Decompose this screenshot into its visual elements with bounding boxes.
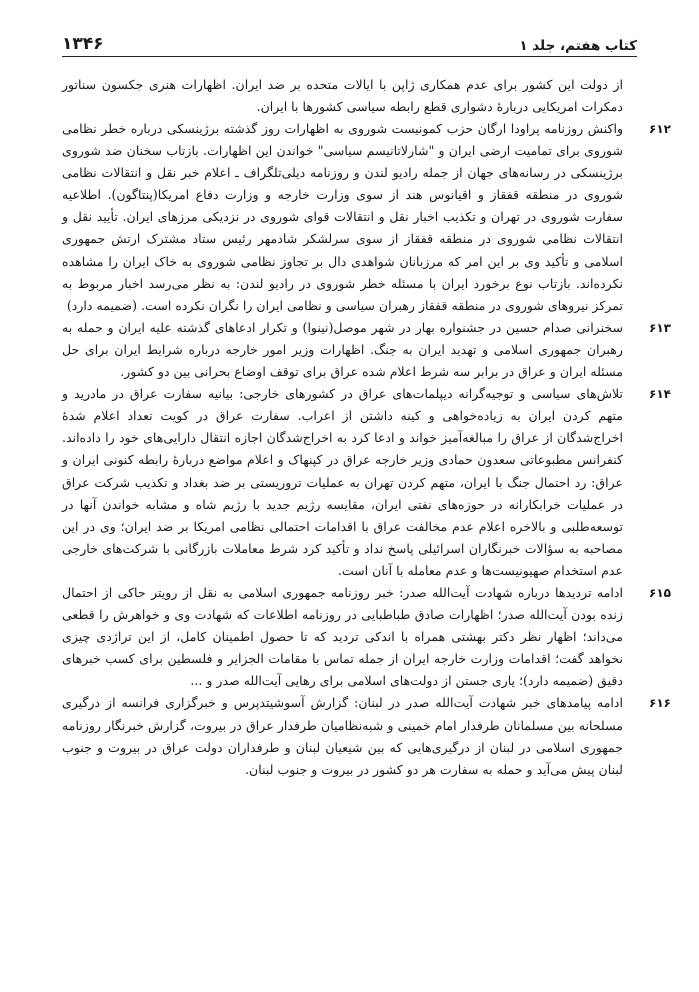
- entry-number: ۶۱۳: [649, 320, 671, 335]
- list-item: [62, 74, 637, 118]
- entry-number: ۶۱۶: [649, 696, 671, 711]
- list-item: [62, 692, 671, 780]
- entry-text: از دولت این کشور برای عدم همکاری ژاپن با ایالات متحده بر ضد ایران. اظهارات هنری جکسون سناتور دمکرات امریکایی دربارهٔ دشواری قطع رابطه سیاسی کشورها با ایران.: [62, 77, 623, 115]
- entry-text: ادامه پیامدهای خبر شهادت آیت‌الله صدر در لبنان: گزارش آسوشیتدپرس و خبرگزاری فرانسه از درگیری مسلحانه بین مسلمانان طرفدار امام خمینی و شبه‌نظامیان طرفدار عراق در بیروت، گزارش خبرنگار روزنامه جمهوری اسلامی در لبنان از درگیری‌هایی که بین شیعیان لبنان و طرفداران دولت عراق در بیروت و جنوب لبنان پیش می‌آید و حمله به سفارت هر دو کشور در بیروت و جنوب لبنان.: [62, 695, 623, 777]
- entry-text: سخنرانی صدام حسین در جشنواره بهار در شهر موصل(نینوا) و تکرار ادعاهای گذشته علیه ایران و حمله به رهبران جمهوری اسلامی و تهدید ایران به جنگ. اظهارات وزیر امور خارجه درباره شرایط ایران برای حل مسئله ایران و عراق در برابر سه شرط اعلام شده عراق برای توقف اوضاع بحرانی بین دو کشور.: [62, 319, 623, 380]
- header-divider: [62, 56, 637, 57]
- chronology-list: [62, 74, 671, 781]
- entry-text: واکنش روزنامه پراودا ارگان حزب کمونیست شوروی به اظهارات روز گذشته برژینسکی درباره خطر نظامی شوروی برای تمامیت ارضی ایران و "شارلاتانیسم سیاسی" خواندن این اظهارات. بازتاب سخنان ضد شوروی برژینسکی در رسانه‌های جهان از جمله رادیو لندن و روزنامه دیلی‌تلگراف ـ اعلام خبر نقل و انتقالات نظامی شوروی در منطقه قفقاز و اقیانوس هند از سوی وزارت خارجه و وزارت دفاع امریکا(پنتاگون). اطلاعیه سفارت شوروی در تهران و تکذیب اخبار نقل و انتقالات قوای شوروی در نزدیکی مرزهای ایران. تأیید نقل و انتقالات نظامی شوروی در منطقه قفقاز از سوی سرلشکر شادمهر رئیس ستاد مشترک ارتش جمهوری اسلامی و تأکید وی بر این امر که مرزبانان شواهدی دال بر تجاوز نظامی شوروی به خاک ایران را مشاهده نکرده‌اند. بازتاب نوع برخورد ایران با مسئله خطر شوروی در رادیو لندن: به نظر می‌رسد اخبار مربوط به تمرکز نیروهای شوروی در منطقه قفقاز رهبران سیاسی و نظامی ایران را نگران نکرده است. (ضمیمه دارد): [62, 121, 623, 313]
- book-title: کتاب هفتم، جلد ۱: [519, 38, 637, 54]
- list-item: [62, 317, 671, 383]
- page-number: ۱۳۴۶: [62, 34, 104, 54]
- list-item: [62, 383, 671, 582]
- entry-number: ۶۱۲: [649, 122, 671, 136]
- entry-text: تلاش‌های سیاسی و توجیه‌گرانه دیپلمات‌های عراق در کشورهای خارجی: بیانیه سفارت عراق در مادرید و متهم کردن ایران به زیاده‌خواهی و کینه داشتن از اعراب. سفارت عراق در کویت تعداد اعلام شدهٔ اخراج‌شدگان از عراق را مبالغه‌آمیز خواند و ادعا کرد به اخراج‌شدگان اجازه انتقال دارایی‌های خود را داده‌اند. کنفرانس مطبوعاتی سعدون حمادی وزیر خارجه عراق در کپنهاک و اعلام مواضع دربارهٔ رابطه کنونی ایران و عراق: رد احتمال جنگ با ایران، متهم کردن تهران به عملیات تروریستی بر ضد بغداد و تکذیب شرکت عراق در عملیات خرابکارانه در حوزه‌های نفتی ایران، مقایسه رژیم جدید با رژیم شاه و مشابه خواندن آنها در توسعه‌طلبی و بالاخره اعلام عدم مخالفت عراق با اقدامات احتمالی نظامی امریکا بر ضد ایران؛ وی در این مصاحبه به سؤالات خبرنگاران اسرائیلی پاسخ نداد و تأکید کرد شرط معاملات بازرگانی با شرکت‌های خارجی عدم استخدام صهیونیست‌ها و عدم معامله با آنان است.: [62, 386, 623, 578]
- list-item: [62, 118, 671, 317]
- running-header: [62, 30, 637, 54]
- list-item: [62, 582, 671, 692]
- entry-number: ۶۱۴: [649, 387, 671, 402]
- entry-number: ۶۱۵: [649, 585, 671, 600]
- entry-text: ادامه تردیدها درباره شهادت آیت‌الله صدر: خبر روزنامه جمهوری اسلامی به نقل از رویتر حاکی از احتمال زنده بودن آیت‌الله صدر؛ اظهارات صادق طباطبایی در روزنامه اطلاعات که شهادت وی و خواهرش را قطعی می‌داند؛ اظهار نظر دکتر بهشتی همراه با اندکی تردید که تا حصول اطمینان کامل، از این تراژدی چیزی نخواهد گفت؛ اقدامات وزارت خارجه ایران از جمله تماس با مقامات الجزایر و فلسطین برای کسب خبرهای دقیق (ضمیمه دارد)؛ یاری جستن از دولت‌های اسلامی برای رهایی آیت‌الله صدر و ...: [62, 584, 623, 689]
